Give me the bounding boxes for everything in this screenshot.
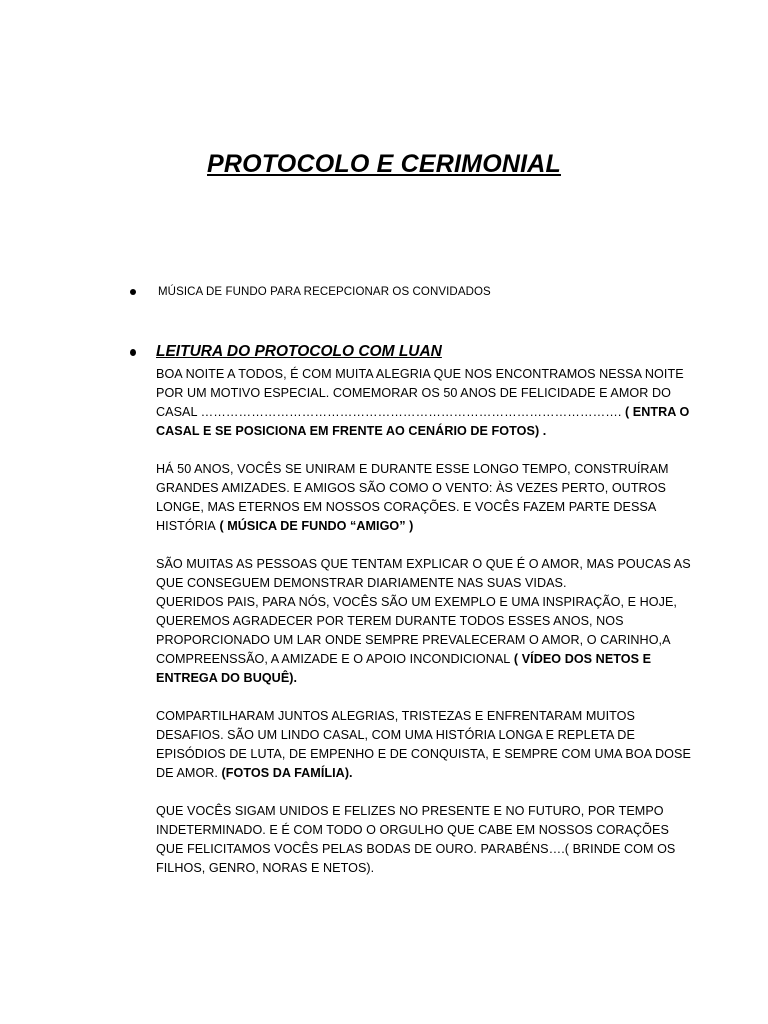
paragraph-toast [156,802,676,878]
bullet-item-background-music [130,286,491,298]
text-line: QUE VOCÊS SIGAM UNIDOS E FELIZES NO PRESENTE E NO FUTURO, POR TEMPO [156,804,664,818]
stage-direction: CASAL E SE POSICIONA EM FRENTE AO CENÁRIO DE FOTOS) . [156,424,547,438]
bullet-icon [130,289,136,295]
stage-direction: ( ENTRA O [621,405,690,419]
text-line [156,650,676,669]
text-line: HÁ 50 ANOS, VOCÊS SE UNIRAM E DURANTE ESSE LONGO TEMPO, CONSTRUÍRAM [156,462,669,476]
bullet-item-protocol-reading [130,343,442,361]
text-line [156,764,676,783]
paragraph-50-years [156,460,676,536]
stage-direction: ENTREGA DO BUQUÊ). [156,671,298,685]
text-segment: CASAL ………………………………………………………………………………………. [156,405,622,419]
section-heading: LEITURA DO PROTOCOLO COM LUAN [156,343,442,360]
text-line: QUE FELICITAMOS VOCÊS PELAS BODAS DE OURO. PARABÉNS….( BRINDE COM OS [156,842,676,856]
text-line: INDETERMINADO. E É COM TODO O ORGULHO QUE CABE EM NOSSOS CORAÇÕES [156,823,669,837]
text-line: PROPORCIONADO UM LAR ONDE SEMPRE PREVALECERAM O AMOR, O CARINHO,A [156,633,671,647]
text-line: POR UM MOTIVO ESPECIAL. COMEMORAR OS 50 ANOS DE FELICIDADE E AMOR DO [156,386,671,400]
stage-direction: ( VÍDEO DOS NETOS E [510,652,652,666]
text-line: DESAFIOS. SÃO UM LINDO CASAL, COM UMA HISTÓRIA LONGA E REPLETA DE [156,728,635,742]
paragraph-welcome [156,365,690,441]
text-line: SÃO MUITAS AS PESSOAS QUE TENTAM EXPLICAR O QUE É O AMOR, MAS POUCAS AS [156,557,691,571]
text-line: COMPARTILHARAM JUNTOS ALEGRIAS, TRISTEZAS E ENFRENTARAM MUITOS [156,709,635,723]
stage-direction: (FOTOS DA FAMÍLIA). [217,766,353,780]
text-segment: DE AMOR. [156,766,218,780]
text-line [156,517,676,536]
bullet-label: MÚSICA DE FUNDO PARA RECEPCIONAR OS CONVIDADOS [158,286,491,298]
text-line: FILHOS, GENRO, NORAS E NETOS). [156,861,375,875]
text-line: QUE CONSEGUEM DEMONSTRAR DIARIAMENTE NAS SUAS VIDAS. [156,576,567,590]
text-line: QUEREMOS AGRADECER POR TEREM DURANTE TODOS ESSES ANOS, NOS [156,614,624,628]
paragraph-love [156,555,691,688]
text-segment: COMPREENSSÃO, A AMIZADE E O APOIO INCONDICIONAL [156,652,511,666]
text-line: LONGE, MAS ETERNOS EM NOSSOS CORAÇÕES. E VOCÊS FAZEM PARTE DESSA [156,500,657,514]
text-line: QUERIDOS PAIS, PARA NÓS, VOCÊS SÃO UM EXEMPLO E UMA INSPIRAÇÃO, E HOJE, [156,595,677,609]
text-line: GRANDES AMIZADES. E AMIGOS SÃO COMO O VENTO: ÀS VEZES PERTO, OUTROS [156,481,667,495]
text-segment: HISTÓRIA [156,519,216,533]
bullet-icon [130,349,136,356]
text-line: BOA NOITE A TODOS, É COM MUITA ALEGRIA QUE NOS ENCONTRAMOS NESSA NOITE [156,367,684,381]
paragraph-shared-life [156,707,691,783]
text-line [156,403,690,422]
text-line: EPISÓDIOS DE LUTA, DE EMPENHO E DE CONQUISTA, E SEMPRE COM UMA BOA DOSE [156,747,691,761]
page-title: PROTOCOLO E CERIMONIAL [207,150,561,178]
stage-direction: ( MÚSICA DE FUNDO “AMIGO” ) [215,519,414,533]
protocol-body [156,365,691,897]
